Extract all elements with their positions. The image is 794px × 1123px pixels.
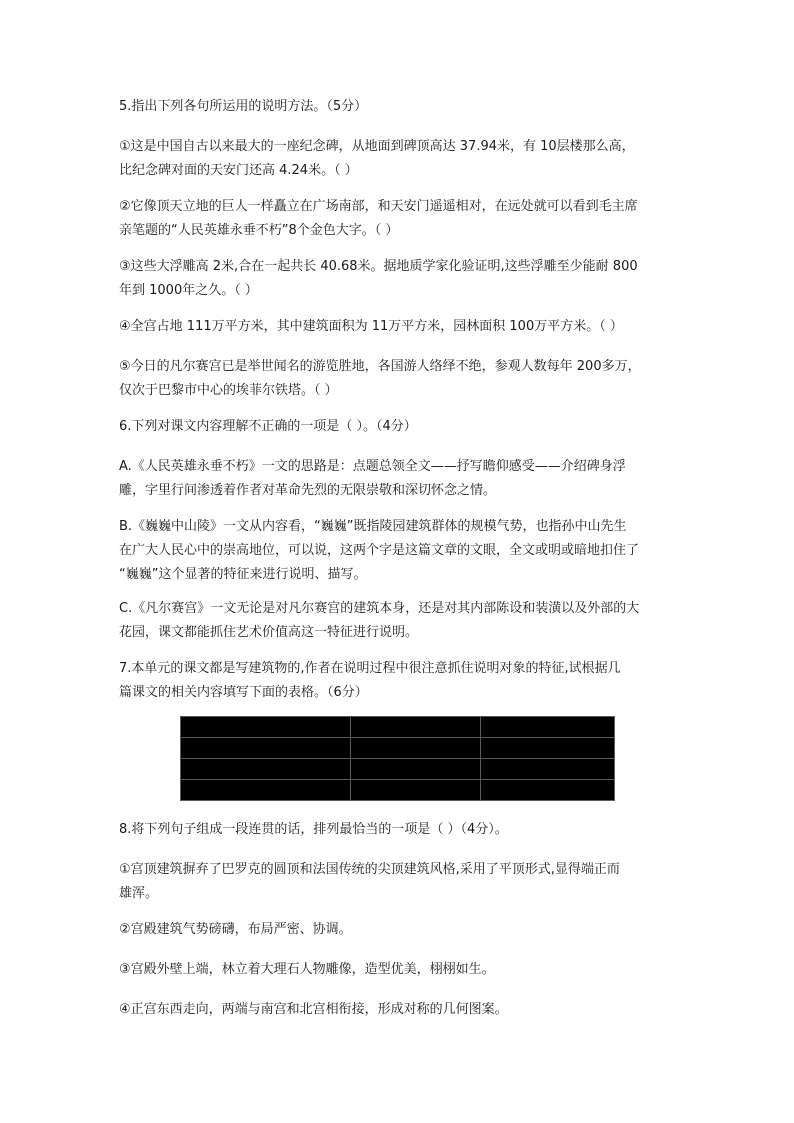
q5-item-2	[119, 195, 681, 243]
q5-item-2-line1: ②它像顶天立地的巨人一样矗立在广场南部，和天安门遥遥相对，在远处就可以看到毛主席	[119, 199, 638, 214]
table-cell	[181, 780, 351, 801]
q5-item-1	[119, 135, 681, 183]
table-cell	[481, 738, 615, 759]
q5-item-1-line2: 比纪念碑对面的天安门还高 4.24米。（ ）	[119, 163, 358, 178]
table-cell	[351, 717, 481, 738]
q8-title: 8.将下列句子组成一段连贯的话，排列最恰当的一项是（ ）（4分）。	[119, 822, 508, 837]
q8-item-1-line1: ①宫顶建筑摒弃了巴罗克的圆顶和法国传统的尖顶建筑风格,采用了平顶形式,显得端正而	[119, 862, 620, 877]
table-cell	[351, 738, 481, 759]
q8-item-3: ③宫殿外壁上端，林立着大理石人物雕像，造型优美，栩栩如生。	[119, 962, 495, 977]
q7-line1: 7.本单元的课文都是写建筑物的,作者在说明过程中很注意抓住说明对象的特征,试根据几	[119, 661, 621, 676]
table-cell	[181, 759, 351, 780]
q6-option-c	[119, 597, 681, 645]
q7-prompt	[119, 657, 681, 705]
q8-item-1	[119, 858, 681, 906]
q8-item-1-line2: 雄浑。	[119, 886, 159, 901]
q5-item-5	[119, 355, 681, 403]
q5-item-5-line2: 仅次于巴黎市中心的埃菲尔铁塔。（ ）	[119, 383, 338, 398]
q8-item-2: ②宫殿建筑气势磅礴，布局严密、协调。	[119, 922, 352, 937]
table-row	[181, 780, 615, 801]
table-cell	[481, 759, 615, 780]
q7-line2: 篇课文的相关内容填写下面的表格。（6分）	[119, 685, 368, 700]
q8-item-4: ④正宫东西走向，两端与南宫和北宫相衔接，形成对称的几何图案。	[119, 1002, 508, 1017]
q5-item-3-line1: ③这些大浮雕高 2米,合在一起共长 40.68米。据地质学家化验证明,这些浮雕至少能耐 800	[119, 259, 638, 274]
q6-option-a-line2: 雕，字里行间渗透着作者对革命先烈的无限崇敬和深切怀念之情。	[119, 483, 497, 498]
q5-item-3	[119, 255, 681, 303]
table-cell	[481, 717, 615, 738]
q5-item-3-line2: 年到 1000年之久。（ ）	[119, 283, 258, 298]
q6-option-b	[119, 515, 681, 587]
table-row	[181, 759, 615, 780]
q5-item-4	[119, 315, 681, 339]
table-row	[181, 738, 615, 759]
table-cell	[481, 780, 615, 801]
q5-item-1-line1: ①这是中国自古以来最大的一座纪念碑，从地面到碑顶高达 37.94米，有 10层楼那么高，	[119, 139, 635, 154]
q6-option-c-line1: C.《凡尔赛宫》一文无论是对凡尔赛宫的建筑本身，还是对其内部陈设和装潢以及外部的大	[119, 601, 640, 616]
table-cell	[351, 759, 481, 780]
q6-option-b-line2: 在广大人民心中的崇高地位，可以说，这两个字是这篇文章的文眼，全文或明或暗地扣住了	[119, 543, 640, 558]
q5-item-4-line1: ④全宫占地 111万平方米，其中建筑面积为 11万平方米，园林面积 100万平方米。（ ）	[119, 319, 623, 334]
q7-answer-table	[180, 716, 615, 801]
q6-option-b-line1: B.《巍巍中山陵》一文从内容看，“巍巍”既指陵园建筑群体的规模气势，也指孙中山先生	[119, 519, 627, 534]
q5-title: 5.指出下列各句所运用的说明方法。（5分）	[119, 99, 368, 114]
table-cell	[181, 738, 351, 759]
table-cell	[351, 780, 481, 801]
q6-title: 6.下列对课文内容理解不正确的一项是（ ）。（4分）	[119, 419, 417, 434]
q6-option-a-line1: A.《人民英雄永垂不朽》一文的思路是：点题总领全文——抒写瞻仰感受——介绍碑身浮	[119, 459, 626, 474]
q5-item-5-line1: ⑤今日的凡尔赛宫已是举世闻名的游览胜地，各国游人络绎不绝，参观人数每年 200多万，	[119, 359, 641, 374]
q6-option-c-line2: 花园，课文都能抓住艺术价值高这一特征进行说明。	[119, 625, 419, 640]
q6-option-b-line3: “巍巍”这个显著的特征来进行说明、描写。	[119, 567, 367, 582]
q5-item-2-line2: 亲笔题的“人民英雄永垂不朽”8个金色大字。（ ）	[119, 223, 399, 238]
q6-option-a	[119, 455, 681, 503]
table-row	[181, 717, 615, 738]
table-cell	[181, 717, 351, 738]
